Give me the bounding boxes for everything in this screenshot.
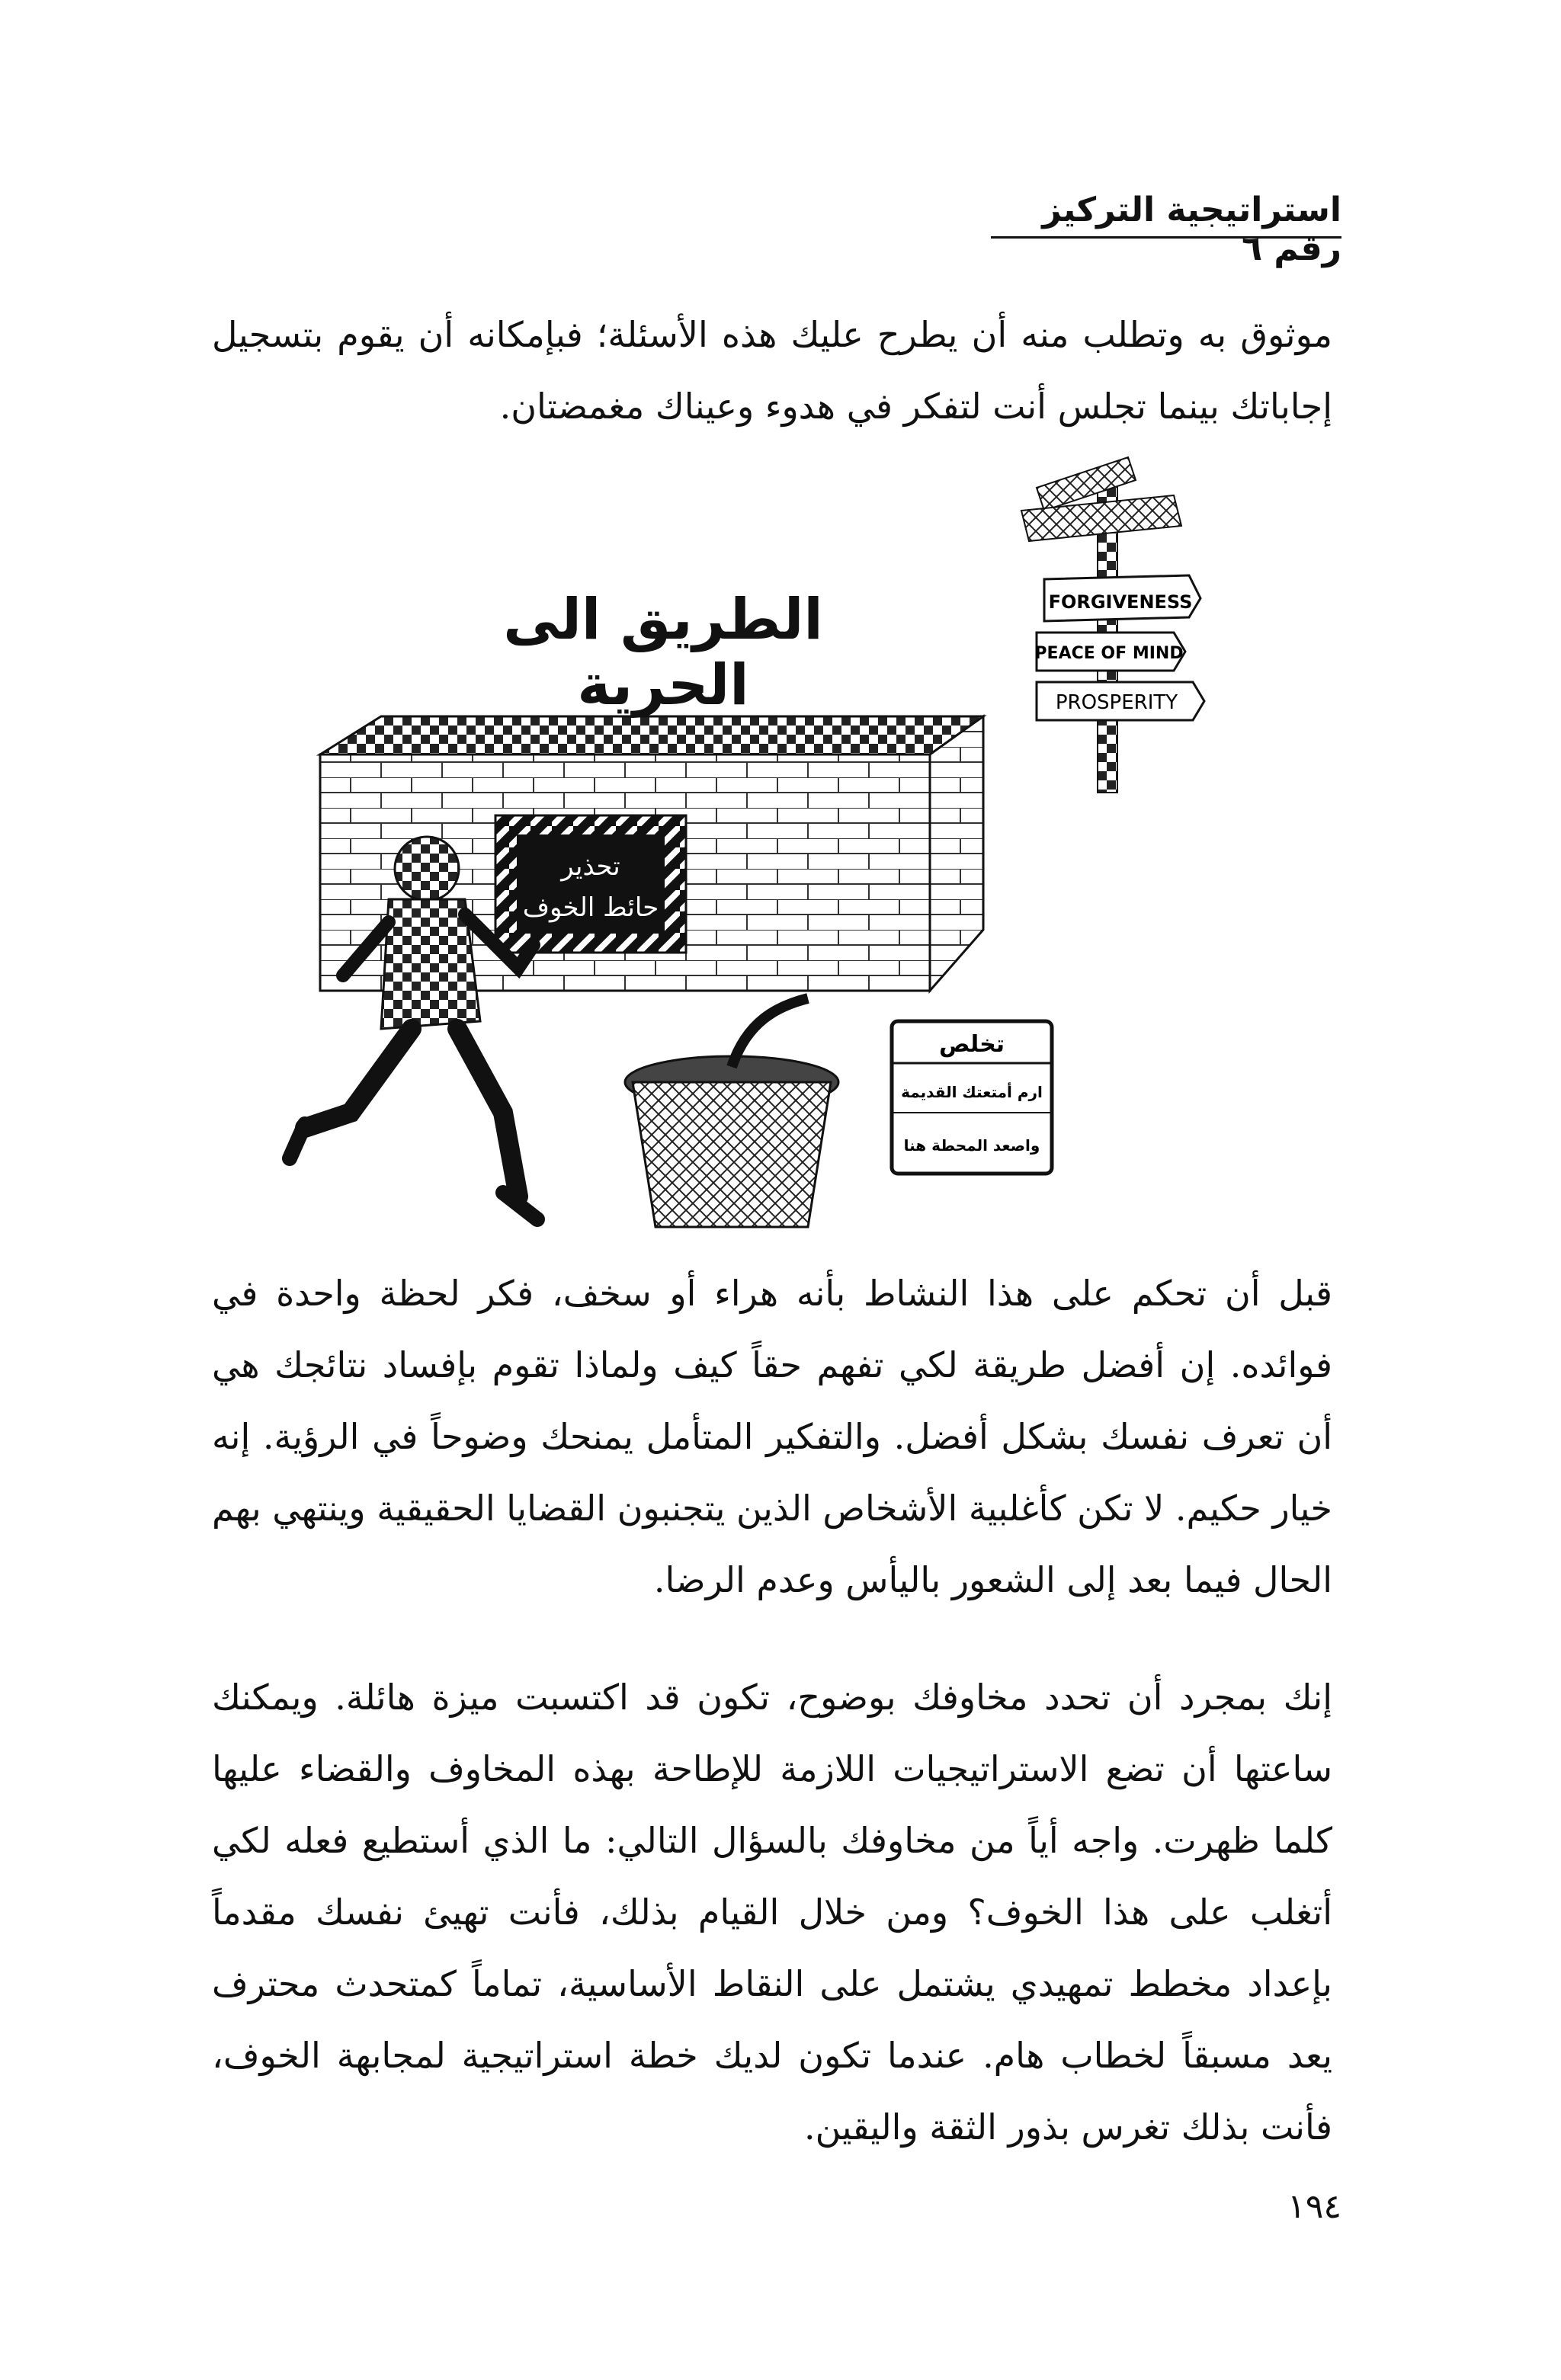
- signpost: [1021, 457, 1204, 793]
- paragraph-reflection: قبل أن تحكم على هذا النشاط بأنه هراء أو سخف، فكر لحظة واحدة في فوائده. إن أفضل طريقة لكي تفهم حقاً كيف ولماذا تقوم بإفساد نتائجك هي أن تعرف نفسك بشكل أفضل. والتفكير المتأمل يمنحك وضوحاً في الرؤية. إنه خيار حكيم. لا تكن كأغلبية الأشخاص الذين يتجنبون القضايا الحقيقية وينتهي بهم الحال فيما بعد إلى الشعور باليأس وعدم الرضا.: [212, 1273, 1333, 1600]
- chapter-header: استراتيجية التركيز رقم ٦: [1042, 191, 1341, 268]
- paragraph-fears-strategy: إنك بمجرد أن تحدد مخاوفك بوضوح، تكون قد اكتسبت ميزة هائلة. ويمكنك ساعتها أن تضع الاستراتيجيات اللازمة للإطاحة بهذه المخاوف والقضاء عليها كلما ظهرت. واجه أياً من مخاوفك بالسؤال التالي: ما الذي أستطيع فعله لكي أتغلب على هذا الخوف؟ ومن خلال القيام بذلك، فأنت تهيئ نفسك مقدماً بإعداد مخطط تمهيدي يشتمل على النقاط الأساسية، تماماً كمتحدث محترف يعد مسبقاً لخطاب هام. عندما تكون لديك خطة استراتيجية لمجابهة الخوف، فأنت بذلك تغرس بذور الثقة واليقين.: [212, 1677, 1332, 2148]
- page-number: ١٩٤: [1287, 2187, 1341, 2226]
- trash-sign-heading: تخلص: [938, 1031, 1005, 1058]
- header-rule: [991, 236, 1341, 239]
- warning-sign-line2: حائط الخوف: [522, 892, 659, 923]
- paragraph-intro: موثوق به وتطلب منه أن يطرح عليك هذه الأسئلة؛ فبإمكانه أن يقوم بتسجيل إجاباتك بينما تجلس أنت لتفكر في هدوء وعيناك مغمضتان.: [212, 314, 1332, 427]
- trash-sign-line2: واصعد المحطة هنا: [903, 1136, 1040, 1155]
- illustration-title: الطريق الى الحرية: [503, 587, 823, 718]
- warning-sign: [495, 815, 686, 953]
- signpost-prosperity: PROSPERITY: [1055, 691, 1178, 714]
- trash-sign: [892, 1021, 1052, 1174]
- trash-bin: [625, 998, 838, 1227]
- road-to-freedom-illustration: [274, 442, 1341, 1250]
- signpost-peace-of-mind: PEACE OF MIND: [1034, 644, 1184, 663]
- trash-sign-line1: ارم أمتعتك القديمة: [901, 1083, 1043, 1101]
- signpost-forgiveness: FORGIVENESS: [1048, 591, 1193, 613]
- warning-sign-line1: تحذير: [561, 851, 620, 882]
